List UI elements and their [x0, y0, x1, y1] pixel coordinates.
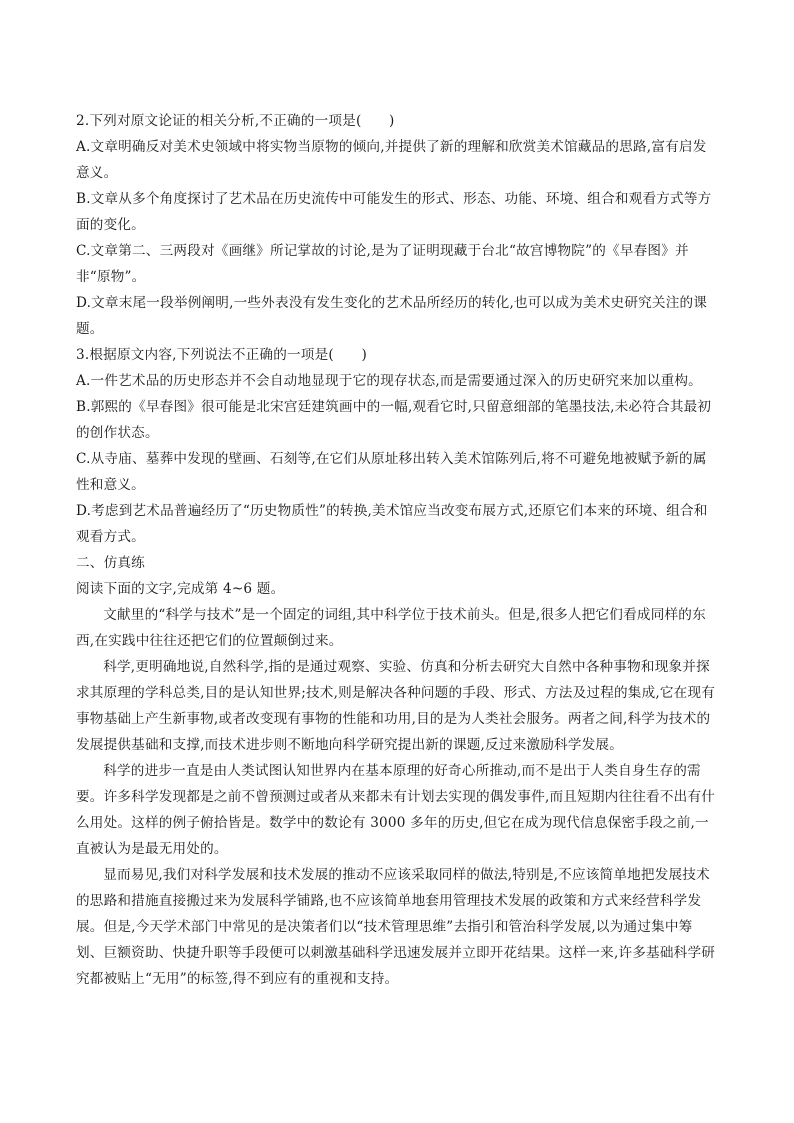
document-page — [76, 108, 720, 992]
section-heading: 二、仿真练 — [76, 555, 145, 571]
question-2-option-d: D.文章末尾一段举例阐明,一些外表没有发生变化的艺术品所经历的转化,也可以成为美术史研究关注的课题。 — [76, 295, 708, 337]
question-2-option-c: C.文章第二、三两段对《画继》所记掌故的讨论,是为了证明现藏于台北“故宫博物院”的《早春图》并非“原物”。 — [76, 243, 689, 285]
passage-paragraph-1: 文献里的“科学与技术”是一个固定的词组,其中科学位于技术前头。但是,很多人把它们看成同样的东西,在实践中往往还把它们的位置颠倒过来。 — [76, 607, 706, 649]
question-3-stem: 3.根据原文内容,下列说法不正确的一项是( ) — [76, 347, 367, 363]
question-2-option-a: A.文章明确反对美术史领域中将实物当原物的倾向,并提供了新的理解和欣赏美术馆藏品的思路,富有启发意义。 — [76, 139, 707, 181]
question-3-option-d: D.考虑到艺术品普遍经历了“历史物质性”的转换,美术馆应当改变布展方式,还原它们本来的环境、组合和观看方式。 — [76, 503, 708, 545]
question-3-option-c: C.从寺庙、墓葬中发现的壁画、石刻等,在它们从原址移出转入美术馆陈列后,将不可避免地被赋予新的属性和意义。 — [76, 451, 707, 493]
passage-paragraph-2: 科学,更明确地说,自然科学,指的是通过观察、实验、仿真和分析去研究大自然中各种事物和现象并探求其原理的学科总类,目的是认知世界;技术,则是解决各种问题的手段、形式、方法及过程的集成,它在现有事物基础上产生新事物,或者改变现有事物的性能和功用,目的是为人类社会服务。两者之间,科学为技术的发展提供基础和支撑,而技术进步则不断地向科学研究提出新的课题,反过来激励科学发展。 — [76, 659, 716, 753]
question-2-stem: 2.下列对原文论证的相关分析,不正确的一项是( ) — [76, 113, 395, 129]
passage-paragraph-3: 科学的进步一直是由人类试图认知世界内在基本原理的好奇心所推动,而不是出于人类自身生存的需要。许多科学发现都是之前不曾预测过或者从来都未有计划去实现的偶发事件,而且短期内往往看不出有什么用处。这样的例子俯拾皆是。数学中的数论有 3000 多年的历史,但它在成为现代信息保密手段之前,一直被认为是最无用处的。 — [76, 763, 716, 857]
question-2-option-b: B.文章从多个角度探讨了艺术品在历史流传中可能发生的形式、形态、功能、环境、组合和观看方式等方面的变化。 — [76, 191, 712, 233]
passage-paragraph-4: 显而易见,我们对科学发展和技术发展的推动不应该采取同样的做法,特别是,不应该简单地把发展技术的思路和措施直接搬过来为发展科学铺路,也不应该简单地套用管理技术发展的政策和方式来经营科学发展。但是,今天学术部门中常见的是决策者们以“技术管理思维”去指引和管治科学发展,以为通过集中筹划、巨额资助、快捷升职等手段便可以刺激基础科学迅速发展并立即开花结果。这样一来,许多基础科学研究都被贴上“无用”的标签,得不到应有的重视和支持。 — [76, 867, 716, 987]
question-3-option-a: A.一件艺术品的历史形态并不会自动地显现于它的现存状态,而是需要通过深入的历史研究来加以重构。 — [76, 373, 702, 389]
reading-instruction: 阅读下面的文字,完成第 4~6 题。 — [76, 581, 285, 597]
question-3-option-b: B.郭熙的《早春图》很可能是北宋宫廷建筑画中的一幅,观看它时,只留意细部的笔墨技法,未必符合其最初的创作状态。 — [76, 399, 712, 441]
